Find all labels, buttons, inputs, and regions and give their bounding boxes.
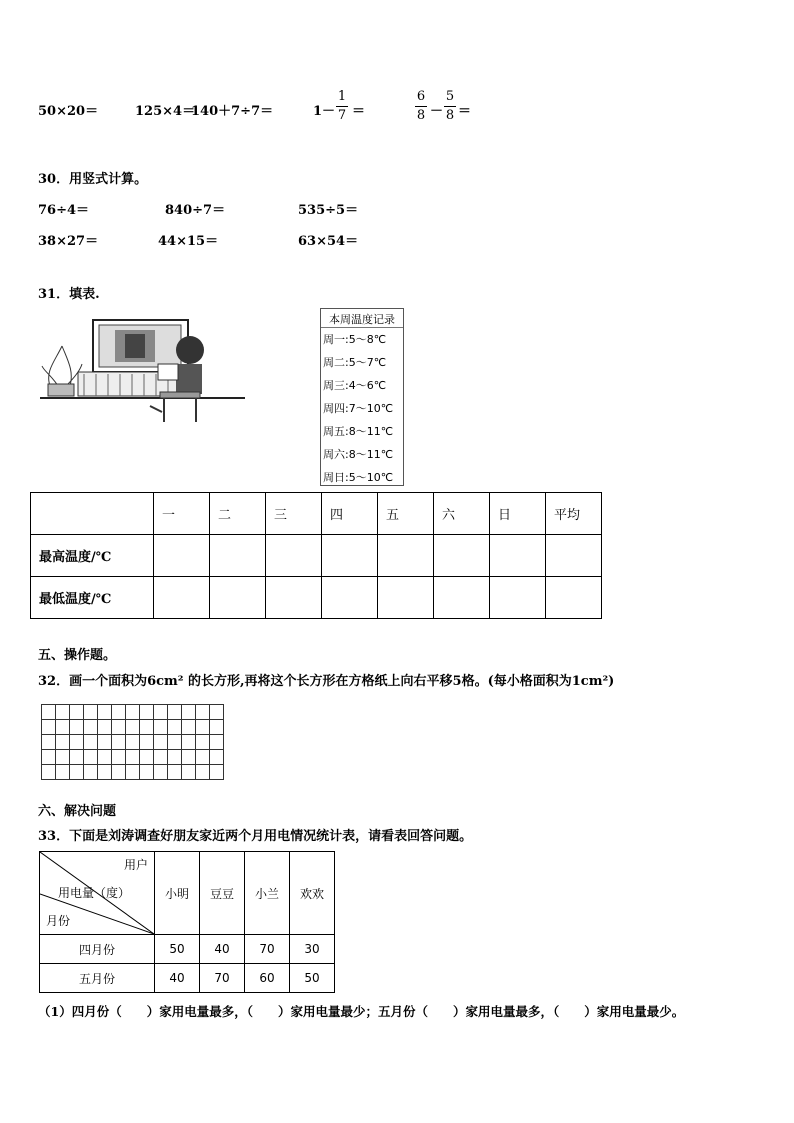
header-wed: 三 bbox=[266, 493, 322, 535]
row-label-max: 最高温度/℃ bbox=[31, 535, 154, 577]
section-5-title: 五、操作题。 bbox=[38, 648, 117, 663]
cell-value: 50 bbox=[290, 964, 335, 993]
table-row bbox=[31, 577, 602, 619]
cell-value: 30 bbox=[290, 935, 335, 964]
record-wed: 周三:4～6℃ bbox=[323, 379, 387, 392]
answer-cell[interactable] bbox=[546, 535, 602, 577]
q31-title: 31．填表. bbox=[38, 287, 100, 302]
q30-item-3: 535÷5＝ bbox=[298, 203, 359, 218]
record-list bbox=[321, 328, 403, 489]
table-header-row bbox=[31, 493, 602, 535]
answer-cell[interactable] bbox=[378, 535, 434, 577]
corner-month-label: 月份 bbox=[46, 914, 71, 928]
fraction-1-7: 1 7 bbox=[337, 89, 347, 123]
expr-1-minus-suffix: ＝ bbox=[352, 104, 366, 119]
temperature-table bbox=[30, 492, 602, 619]
answer-cell[interactable] bbox=[154, 535, 210, 577]
cell-value: 70 bbox=[200, 964, 245, 993]
section-6-title: 六、解决问题 bbox=[38, 804, 117, 819]
fraction-5-8: 5 8 bbox=[445, 89, 455, 123]
expr-1-minus-prefix: 1－ bbox=[313, 104, 336, 119]
table-row bbox=[40, 935, 335, 964]
answer-cell[interactable] bbox=[322, 577, 378, 619]
header-sat: 六 bbox=[434, 493, 490, 535]
cell-value: 50 bbox=[155, 935, 200, 964]
record-title: 本周温度记录 bbox=[321, 309, 403, 328]
q30-item-4: 38×27＝ bbox=[38, 234, 99, 249]
q30-item-2: 840÷7＝ bbox=[165, 203, 226, 218]
record-sun: 周日:5～10℃ bbox=[323, 471, 394, 484]
record-sat: 周六:8～11℃ bbox=[323, 448, 394, 461]
user-huanhuan: 欢欢 bbox=[290, 852, 335, 935]
diagonal-header-cell bbox=[40, 852, 155, 935]
header-corner bbox=[31, 493, 154, 535]
answer-cell[interactable] bbox=[210, 535, 266, 577]
corner-usage-label: 用电量（度） bbox=[58, 886, 131, 900]
answer-cell[interactable] bbox=[490, 535, 546, 577]
record-tue: 周二:5～7℃ bbox=[323, 356, 387, 369]
answer-cell[interactable] bbox=[546, 577, 602, 619]
answer-cell[interactable] bbox=[154, 577, 210, 619]
user-xiaolan: 小兰 bbox=[245, 852, 290, 935]
expr-125x4: 125×4＝ bbox=[135, 104, 196, 119]
header-avg: 平均 bbox=[546, 493, 602, 535]
q30-item-5: 44×15＝ bbox=[158, 234, 219, 249]
header-tue: 二 bbox=[210, 493, 266, 535]
expr-50x20: 50×20＝ bbox=[38, 104, 99, 119]
header-fri: 五 bbox=[378, 493, 434, 535]
user-doudou: 豆豆 bbox=[200, 852, 245, 935]
q30-item-6: 63×54＝ bbox=[298, 234, 359, 249]
answer-cell[interactable] bbox=[322, 535, 378, 577]
user-xiaoming: 小明 bbox=[155, 852, 200, 935]
answer-cell[interactable] bbox=[378, 577, 434, 619]
record-mon: 周一:5～8℃ bbox=[323, 333, 387, 346]
answer-cell[interactable] bbox=[434, 535, 490, 577]
expr-fraction-op: － bbox=[430, 104, 444, 119]
table-header-row bbox=[40, 852, 335, 935]
month-april: 四月份 bbox=[40, 935, 155, 964]
illustration-child-watching-tv bbox=[40, 316, 245, 426]
q30-item-1: 76÷4＝ bbox=[38, 203, 90, 218]
answer-cell[interactable] bbox=[266, 535, 322, 577]
answer-cell[interactable] bbox=[210, 577, 266, 619]
row-label-min: 最低温度/℃ bbox=[31, 577, 154, 619]
header-sun: 日 bbox=[490, 493, 546, 535]
header-thu: 四 bbox=[322, 493, 378, 535]
expr-140-7-7: 140＋7÷7＝ bbox=[191, 104, 274, 119]
q33-question-1: （1）四月份（ ）家用电量最多，（ ）家用电量最少；五月份（ ）家用电量最多，（ ）家用电量最少。 bbox=[38, 1004, 685, 1019]
cell-value: 70 bbox=[245, 935, 290, 964]
temperature-record-card bbox=[320, 308, 404, 486]
fraction-6-8: 6 8 bbox=[416, 89, 426, 123]
record-thu: 周四:7～10℃ bbox=[323, 402, 394, 415]
q32-text: 32．画一个面积为6cm² 的长方形,再将这个长方形在方格纸上向右平移5格。(每小格面积为1cm²) bbox=[38, 674, 615, 689]
answer-cell[interactable] bbox=[434, 577, 490, 619]
answer-cell[interactable] bbox=[490, 577, 546, 619]
answer-cell[interactable] bbox=[266, 577, 322, 619]
cell-value: 60 bbox=[245, 964, 290, 993]
month-may: 五月份 bbox=[40, 964, 155, 993]
expr-fraction-suffix: ＝ bbox=[458, 104, 472, 119]
table-row bbox=[40, 964, 335, 993]
cell-value: 40 bbox=[155, 964, 200, 993]
record-fri: 周五:8～11℃ bbox=[323, 425, 394, 438]
corner-user-label: 用户 bbox=[123, 858, 148, 872]
table-row bbox=[31, 535, 602, 577]
electricity-table bbox=[39, 851, 335, 993]
cell-value: 40 bbox=[200, 935, 245, 964]
q33-title: 33．下面是刘涛调查好朋友家近两个月用电情况统计表，请看表回答问题。 bbox=[38, 829, 473, 844]
grid-paper[interactable] bbox=[41, 704, 224, 780]
q30-title: 30．用竖式计算。 bbox=[38, 172, 148, 187]
header-mon: 一 bbox=[154, 493, 210, 535]
